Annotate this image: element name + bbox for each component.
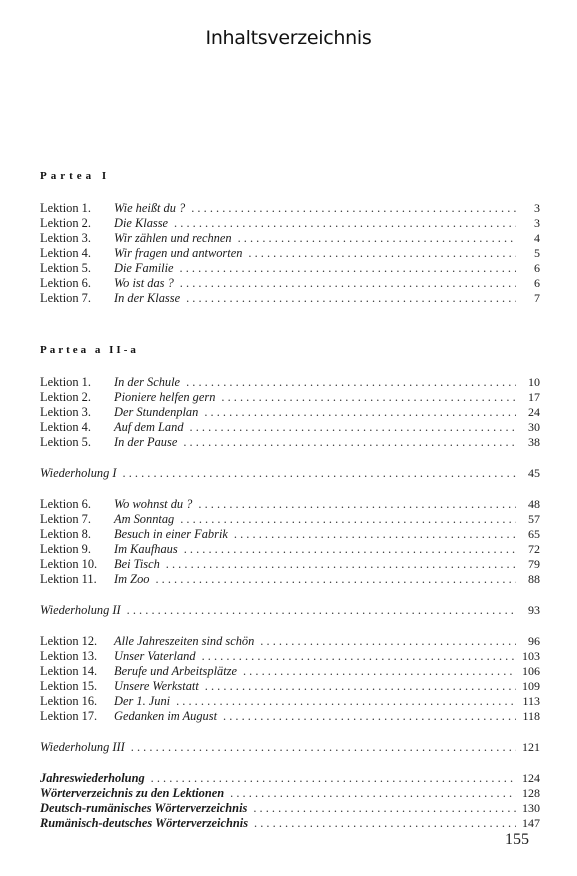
toc-row[interactable] [40,405,540,420]
review-title: Wiederholung I [40,466,117,480]
page-ref: 121 [522,740,540,754]
page-ref: 24 [528,405,540,419]
lesson-label: Lektion 13. [40,649,98,663]
part-1-heading: Partea I [40,170,111,182]
toc-row[interactable] [40,634,540,649]
leader-dots [191,201,516,216]
lesson-label: Lektion 8. [40,527,91,541]
leader-dots [198,497,516,512]
leader-dots [202,649,516,664]
lesson-label: Lektion 5. [40,261,91,275]
leader-dots [248,246,516,261]
lesson-title: Im Kaufhaus [114,542,178,556]
leader-dots [230,786,516,801]
toc-row-review[interactable] [40,466,540,481]
page-ref: 4 [534,231,540,245]
toc-row[interactable] [40,390,540,405]
lesson-label: Lektion 7. [40,291,91,305]
lesson-title: Berufe und Arbeitsplätze [114,664,237,678]
toc-row-appendix[interactable] [40,771,540,786]
lesson-title: Im Zoo [114,572,150,586]
lesson-title: Der Stundenplan [114,405,199,419]
toc-row[interactable] [40,709,540,724]
leader-dots [243,664,516,679]
lesson-label: Lektion 12. [40,634,98,648]
lesson-title: Wo wohnst du ? [114,497,193,511]
lesson-title: Auf dem Land [114,420,184,434]
page-ref: 124 [522,771,540,785]
leader-dots [204,405,516,420]
part-2-heading: Partea a II-a [40,344,139,356]
lesson-title: Besuch in einer Fabrik [114,527,228,541]
lesson-label: Lektion 5. [40,435,91,449]
toc-row-review[interactable] [40,603,540,618]
page-ref: 93 [528,603,540,617]
page-title: Inhaltsverzeichnis [205,27,372,49]
page-ref: 65 [528,527,540,541]
appendix-title: Deutsch-rumänisches Wörterverzeichnis [40,801,248,815]
page-ref: 30 [528,420,540,434]
leader-dots [131,740,516,755]
leader-dots [151,771,516,786]
page-ref: 96 [528,634,540,648]
toc-row[interactable] [40,435,540,450]
page-ref: 103 [522,649,540,663]
lesson-label: Lektion 3. [40,405,91,419]
lesson-label: Lektion 17. [40,709,98,723]
toc-row-appendix[interactable] [40,801,540,816]
lesson-label: Lektion 9. [40,542,91,556]
appendix-title: Jahreswiederholung [40,771,145,785]
page-ref: 38 [528,435,540,449]
toc-row[interactable] [40,512,540,527]
lesson-label: Lektion 1. [40,201,91,215]
lesson-title: Unser Vaterland [114,649,196,663]
leader-dots [174,216,516,231]
page-ref: 72 [528,542,540,556]
leader-dots [186,375,516,390]
leader-dots [254,816,516,831]
leader-dots [221,390,516,405]
leader-dots [166,557,516,572]
lesson-label: Lektion 7. [40,512,91,526]
leader-dots [190,420,516,435]
page-number: 155 [505,831,529,848]
lesson-label: Lektion 4. [40,420,91,434]
toc-row[interactable] [40,497,540,512]
lesson-title: Wir fragen und antworten [114,246,243,260]
page-ref: 57 [528,512,540,526]
lesson-title: Wo ist das ? [114,276,174,290]
toc-row[interactable] [40,246,540,261]
page-ref: 79 [528,557,540,571]
page-ref: 45 [528,466,540,480]
toc-row-review[interactable] [40,740,540,755]
leader-dots [127,603,516,618]
leader-dots [155,572,516,587]
leader-dots [123,466,516,481]
lesson-title: Bei Tisch [114,557,160,571]
part-2-list [40,375,540,831]
page-ref: 48 [528,497,540,511]
toc-row[interactable] [40,420,540,435]
lesson-label: Lektion 3. [40,231,91,245]
toc-row[interactable] [40,375,540,390]
lesson-label: Lektion 1. [40,375,91,389]
toc-row[interactable] [40,557,540,572]
page-ref: 128 [522,786,540,800]
page-ref: 130 [522,801,540,815]
lesson-label: Lektion 16. [40,694,98,708]
lesson-title: Die Klasse [114,216,169,230]
part-1-list [40,201,540,306]
lesson-label: Lektion 2. [40,216,91,230]
page-ref: 88 [528,572,540,586]
page-ref: 10 [528,375,540,389]
toc-row[interactable] [40,201,540,216]
toc-row-appendix[interactable] [40,816,540,831]
leader-dots [176,694,516,709]
toc-row[interactable] [40,261,540,276]
lesson-title: Am Sonntag [114,512,175,526]
toc-row[interactable] [40,276,540,291]
page-ref: 106 [522,664,540,678]
lesson-label: Lektion 4. [40,246,91,260]
leader-dots [223,709,516,724]
lesson-label: Lektion 6. [40,497,91,511]
leader-dots [180,276,516,291]
lesson-label: Lektion 15. [40,679,98,693]
toc-row[interactable] [40,679,540,694]
lesson-title: Pioniere helfen gern [114,390,216,404]
lesson-title: In der Schule [114,375,181,389]
appendix-title: Wörterverzeichnis zu den Lektionen [40,786,225,800]
review-title: Wiederholung II [40,603,121,617]
page-ref: 6 [534,276,540,290]
lesson-title: Gedanken im August [114,709,218,723]
lesson-label: Lektion 6. [40,276,91,290]
leader-dots [180,261,516,276]
toc-row[interactable] [40,231,540,246]
toc-row[interactable] [40,649,540,664]
lesson-title: Unsere Werkstatt [114,679,199,693]
page-ref: 118 [522,709,540,723]
lesson-title: Der 1. Juni [114,694,171,708]
page-ref: 3 [534,201,540,215]
leader-dots [238,231,516,246]
page-ref: 113 [522,694,540,708]
leader-dots [234,527,516,542]
toc-row[interactable] [40,527,540,542]
review-title: Wiederholung III [40,740,125,754]
leader-dots [205,679,516,694]
leader-dots [183,435,516,450]
leader-dots [184,542,516,557]
leader-dots [186,291,516,306]
toc-row[interactable] [40,664,540,679]
lesson-title: Alle Jahreszeiten sind schön [114,634,255,648]
lesson-title: Die Familie [114,261,174,275]
page-ref: 7 [534,291,540,305]
leader-dots [253,801,516,816]
page-ref: 147 [522,816,540,830]
leader-dots [260,634,516,649]
lesson-label: Lektion 2. [40,390,91,404]
lesson-label: Lektion 10. [40,557,98,571]
toc-row[interactable] [40,542,540,557]
lesson-title: In der Pause [114,435,178,449]
lesson-title: Wie heißt du ? [114,201,186,215]
toc-row[interactable] [40,572,540,587]
lesson-title: Wir zählen und rechnen [114,231,232,245]
page-ref: 109 [522,679,540,693]
toc-row[interactable] [40,291,540,306]
lesson-title: In der Klasse [114,291,181,305]
toc-row[interactable] [40,694,540,709]
leader-dots [180,512,516,527]
page-ref: 3 [534,216,540,230]
page-ref: 6 [534,261,540,275]
page-ref: 5 [534,246,540,260]
appendix-title: Rumänisch-deutsches Wörterverzeichnis [40,816,249,830]
toc-row-appendix[interactable] [40,786,540,801]
lesson-label: Lektion 14. [40,664,98,678]
page-ref: 17 [528,390,540,404]
toc-row[interactable] [40,216,540,231]
lesson-label: Lektion 11. [40,572,97,586]
